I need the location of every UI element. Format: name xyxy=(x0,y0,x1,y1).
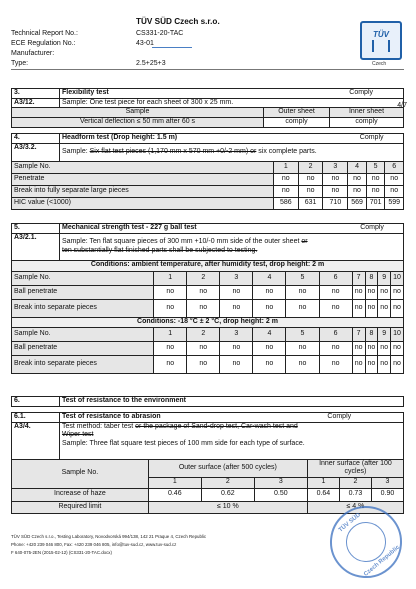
conditions-ambient: Conditions: ambient temperature, after humidity test, drop height: 2 m xyxy=(12,260,404,271)
row-label: HIC value (<1000) xyxy=(12,197,274,209)
table-row xyxy=(12,341,404,355)
cell: 3 xyxy=(220,271,253,285)
tuv-logo-mark xyxy=(372,40,390,52)
cell: no xyxy=(391,355,404,373)
row-label: Break into separate pieces xyxy=(12,355,154,373)
method-struck: or the package of Sand-drop test, Car-wash test and Wiper test xyxy=(62,422,298,438)
section-clause: A3/12. xyxy=(12,98,60,108)
col-sample: Sample xyxy=(12,108,264,118)
header-divider xyxy=(11,69,404,70)
cell: no xyxy=(253,341,286,355)
row-label: Sample No. xyxy=(12,327,154,341)
outer-limit: ≤ 10 % xyxy=(148,501,307,513)
cell: no xyxy=(154,341,187,355)
cell: 9 xyxy=(378,271,391,285)
row-label: Sample No. xyxy=(12,161,274,173)
section-title: Test of resistance to abrasion xyxy=(60,413,308,423)
row-label: Ball penetrate xyxy=(12,285,154,299)
section-clause: A3/4. xyxy=(12,422,60,459)
cell: no xyxy=(319,341,352,355)
outer-result: comply xyxy=(264,118,330,128)
cell: no xyxy=(365,355,378,373)
cell: 6 xyxy=(319,327,352,341)
cell: no xyxy=(187,341,220,355)
cell: no xyxy=(378,355,391,373)
cell: 0.73 xyxy=(339,488,371,501)
flexibility-table xyxy=(11,88,404,128)
cell: 701 xyxy=(366,197,385,209)
row-label: Ball penetrate xyxy=(12,341,154,355)
cell: no xyxy=(319,285,352,299)
cell: no xyxy=(348,173,367,185)
headform-table xyxy=(11,133,404,210)
cell: 8 xyxy=(365,271,378,285)
col-outer-sheet: Outer sheet xyxy=(264,108,330,118)
cell: no xyxy=(253,285,286,299)
sample-description: Sample: One test piece for each sheet of 300 x 25 mm. xyxy=(60,98,404,108)
cell: 1 xyxy=(307,477,339,488)
cell: 10 xyxy=(391,327,404,341)
cell: 631 xyxy=(298,197,323,209)
cell: no xyxy=(187,285,220,299)
cell: no xyxy=(323,173,348,185)
row-label: Penetrate xyxy=(12,173,274,185)
footer-contact: Phone: +420 239 046 800, Fax: +420 239 046 805, info@tuv-sud.cz, www.tuv-sud.cz xyxy=(11,542,177,547)
cell: no xyxy=(220,341,253,355)
type-label: Type: xyxy=(11,60,29,67)
cell: 1 xyxy=(154,327,187,341)
table-row xyxy=(12,197,404,209)
cell: 3 xyxy=(220,327,253,341)
cell: no xyxy=(220,355,253,373)
row-label: Sample No. xyxy=(12,271,154,285)
cell: no xyxy=(220,285,253,299)
cell: no xyxy=(286,299,319,317)
cell: no xyxy=(154,285,187,299)
cell: no xyxy=(352,341,365,355)
section-number: 6. xyxy=(12,397,60,407)
cell: 8 xyxy=(365,327,378,341)
cell: 10 xyxy=(391,271,404,285)
cell: no xyxy=(253,355,286,373)
table-row xyxy=(12,327,404,341)
footer-form-id: F 640-075-2EN (2015-02-12) (CS331-20-TAC.docx) xyxy=(11,550,112,555)
cell: 710 xyxy=(323,197,348,209)
cell: 1 xyxy=(148,477,201,488)
cell: 3 xyxy=(323,161,348,173)
col-sample-no: Sample No. xyxy=(12,459,149,488)
desc-prefix: Sample: xyxy=(62,147,88,155)
cell: 599 xyxy=(385,197,404,209)
cell: 7 xyxy=(352,327,365,341)
section-title: Mechanical strength test - 227 g ball test xyxy=(60,224,353,234)
cell: 569 xyxy=(348,197,367,209)
cell: 0.50 xyxy=(254,488,307,501)
cell: no xyxy=(348,185,367,197)
environment-table xyxy=(11,396,404,407)
cell: no xyxy=(365,341,378,355)
cell: 2 xyxy=(187,271,220,285)
section-result: Comply xyxy=(330,89,404,99)
tuv-logo-caption: Czech xyxy=(372,61,387,67)
manufacturer-label: Manufacturer: xyxy=(11,50,55,57)
section-clause: A3/2.1. xyxy=(12,233,60,260)
cell: 2 xyxy=(187,327,220,341)
cell: 6 xyxy=(319,271,352,285)
table-row xyxy=(12,355,404,373)
cell: 0.64 xyxy=(307,488,339,501)
stamp-bottom-text: Czech Republic xyxy=(363,544,402,578)
cell: 9 xyxy=(378,327,391,341)
regulation-value: 43-01 xyxy=(136,40,154,47)
table-row xyxy=(12,285,404,299)
cell: no xyxy=(187,355,220,373)
stamp-top-text: TÜV SÜD xyxy=(337,512,362,534)
table-row xyxy=(12,488,404,501)
desc-struck: or ten substantially flat finished parts shall be subjected to testing. xyxy=(62,238,308,254)
cell: no xyxy=(319,299,352,317)
section-result: Comply xyxy=(348,134,404,144)
cell: no xyxy=(391,299,404,317)
cell: no xyxy=(273,173,298,185)
row-label: Increase of haze xyxy=(12,488,149,501)
cell: no xyxy=(319,355,352,373)
cell: no xyxy=(385,173,404,185)
cell: no xyxy=(253,299,286,317)
tuv-logo xyxy=(360,21,402,60)
section-number: 3. xyxy=(12,89,60,99)
section-number: 4. xyxy=(12,134,60,144)
table-row xyxy=(12,501,404,513)
col-inner-sheet: Inner sheet xyxy=(330,108,404,118)
cell: no xyxy=(365,299,378,317)
cell: no xyxy=(378,299,391,317)
method-text: Test method: taber test xyxy=(62,422,134,430)
table-row xyxy=(12,161,404,173)
cell: 5 xyxy=(286,271,319,285)
cell: 2 xyxy=(339,477,371,488)
cell: no xyxy=(365,285,378,299)
cell: no xyxy=(391,341,404,355)
row-label: Break into fully separate large pieces xyxy=(12,185,274,197)
tuv-logo-text: TÜV xyxy=(373,29,389,39)
cell: no xyxy=(352,299,365,317)
cell: no xyxy=(378,341,391,355)
conditions-cold: Conditions: -18 °C ± 2 °C, drop height: 2 m xyxy=(12,317,404,327)
cell: no xyxy=(298,173,323,185)
cell: no xyxy=(187,299,220,317)
cell: 1 xyxy=(273,161,298,173)
footer-address: TÜV SÜD Czech s.r.o., Testing Laboratory, Novodvorská 994/138, 142 21 Praque 4, Czech Republic xyxy=(11,534,207,539)
cell: 586 xyxy=(273,197,298,209)
cell: no xyxy=(323,185,348,197)
desc-text: Sample: Ten flat square pieces of 300 mm +10/-0 mm side of the outer sheet xyxy=(62,238,300,245)
cell: no xyxy=(385,185,404,197)
col-inner-surface: Inner surface (after 100 cycles) xyxy=(307,459,403,477)
cell: 2 xyxy=(298,161,323,173)
cell: 0.46 xyxy=(148,488,201,501)
cell: no xyxy=(154,355,187,373)
cell: 6 xyxy=(385,161,404,173)
cell: no xyxy=(286,285,319,299)
cell: 2 xyxy=(201,477,254,488)
table-row xyxy=(12,173,404,185)
cell: 0.62 xyxy=(201,488,254,501)
table-row xyxy=(12,299,404,317)
cell: no xyxy=(286,341,319,355)
redaction-bar xyxy=(152,47,192,48)
cell: no xyxy=(273,185,298,197)
section-title: Flexibility test xyxy=(60,89,330,99)
desc-rest: six complete parts. xyxy=(258,147,317,155)
page-number: 4/7 xyxy=(397,102,407,109)
section-title: Test of resistance to the environment xyxy=(60,397,404,407)
abrasion-table xyxy=(11,412,404,514)
cell: 4 xyxy=(253,271,286,285)
cell: 5 xyxy=(286,327,319,341)
cell: 4 xyxy=(253,327,286,341)
table-row xyxy=(12,271,404,285)
report-number-label: Technical Report No.: xyxy=(11,30,78,37)
table-row xyxy=(12,185,404,197)
cell: 4 xyxy=(348,161,367,173)
section-clause: A3/3.2. xyxy=(12,143,60,161)
section-number: 5. xyxy=(12,224,60,234)
section-result: Comply xyxy=(307,413,403,423)
row-label: Break into separate pieces xyxy=(12,299,154,317)
ball-test-table xyxy=(11,223,404,374)
cell: no xyxy=(154,299,187,317)
col-outer-surface: Outer surface (after 500 cycles) xyxy=(148,459,307,477)
section-number: 6.1. xyxy=(12,413,60,423)
sample-description: Sample: Three flat square test pieces of 100 mm side for each type of surface. xyxy=(62,439,305,447)
cell: 3 xyxy=(371,477,403,488)
cell: 7 xyxy=(352,271,365,285)
regulation-label: ECE Regulation No.: xyxy=(11,40,76,47)
cell: no xyxy=(366,185,385,197)
cell: 5 xyxy=(366,161,385,173)
requirement: Vertical deflection ≤ 50 mm after 60 s xyxy=(12,118,264,128)
cell: no xyxy=(286,355,319,373)
cell: no xyxy=(366,173,385,185)
cell: no xyxy=(378,285,391,299)
desc-struck: Six flat test pieces (1,170 mm x 570 mm +0/-2 mm) or xyxy=(89,147,257,155)
report-number-value: CS331-20-TAC xyxy=(136,30,184,37)
row-label: Required limit xyxy=(12,501,149,513)
inner-result: comply xyxy=(330,118,404,128)
cell: 1 xyxy=(154,271,187,285)
cell: 3 xyxy=(254,477,307,488)
cell: no xyxy=(391,285,404,299)
cell: no xyxy=(352,285,365,299)
cell: no xyxy=(220,299,253,317)
type-value: 2.5+25+3 xyxy=(136,60,166,67)
company-name: TÜV SÜD Czech s.r.o. xyxy=(136,17,220,26)
cell: 0.90 xyxy=(371,488,403,501)
inner-limit: ≤ 4 % xyxy=(307,501,403,513)
section-result: Comply xyxy=(352,224,403,234)
cell: no xyxy=(298,185,323,197)
section-title: Headform test (Drop height: 1.5 m) xyxy=(60,134,348,144)
cell: no xyxy=(352,355,365,373)
